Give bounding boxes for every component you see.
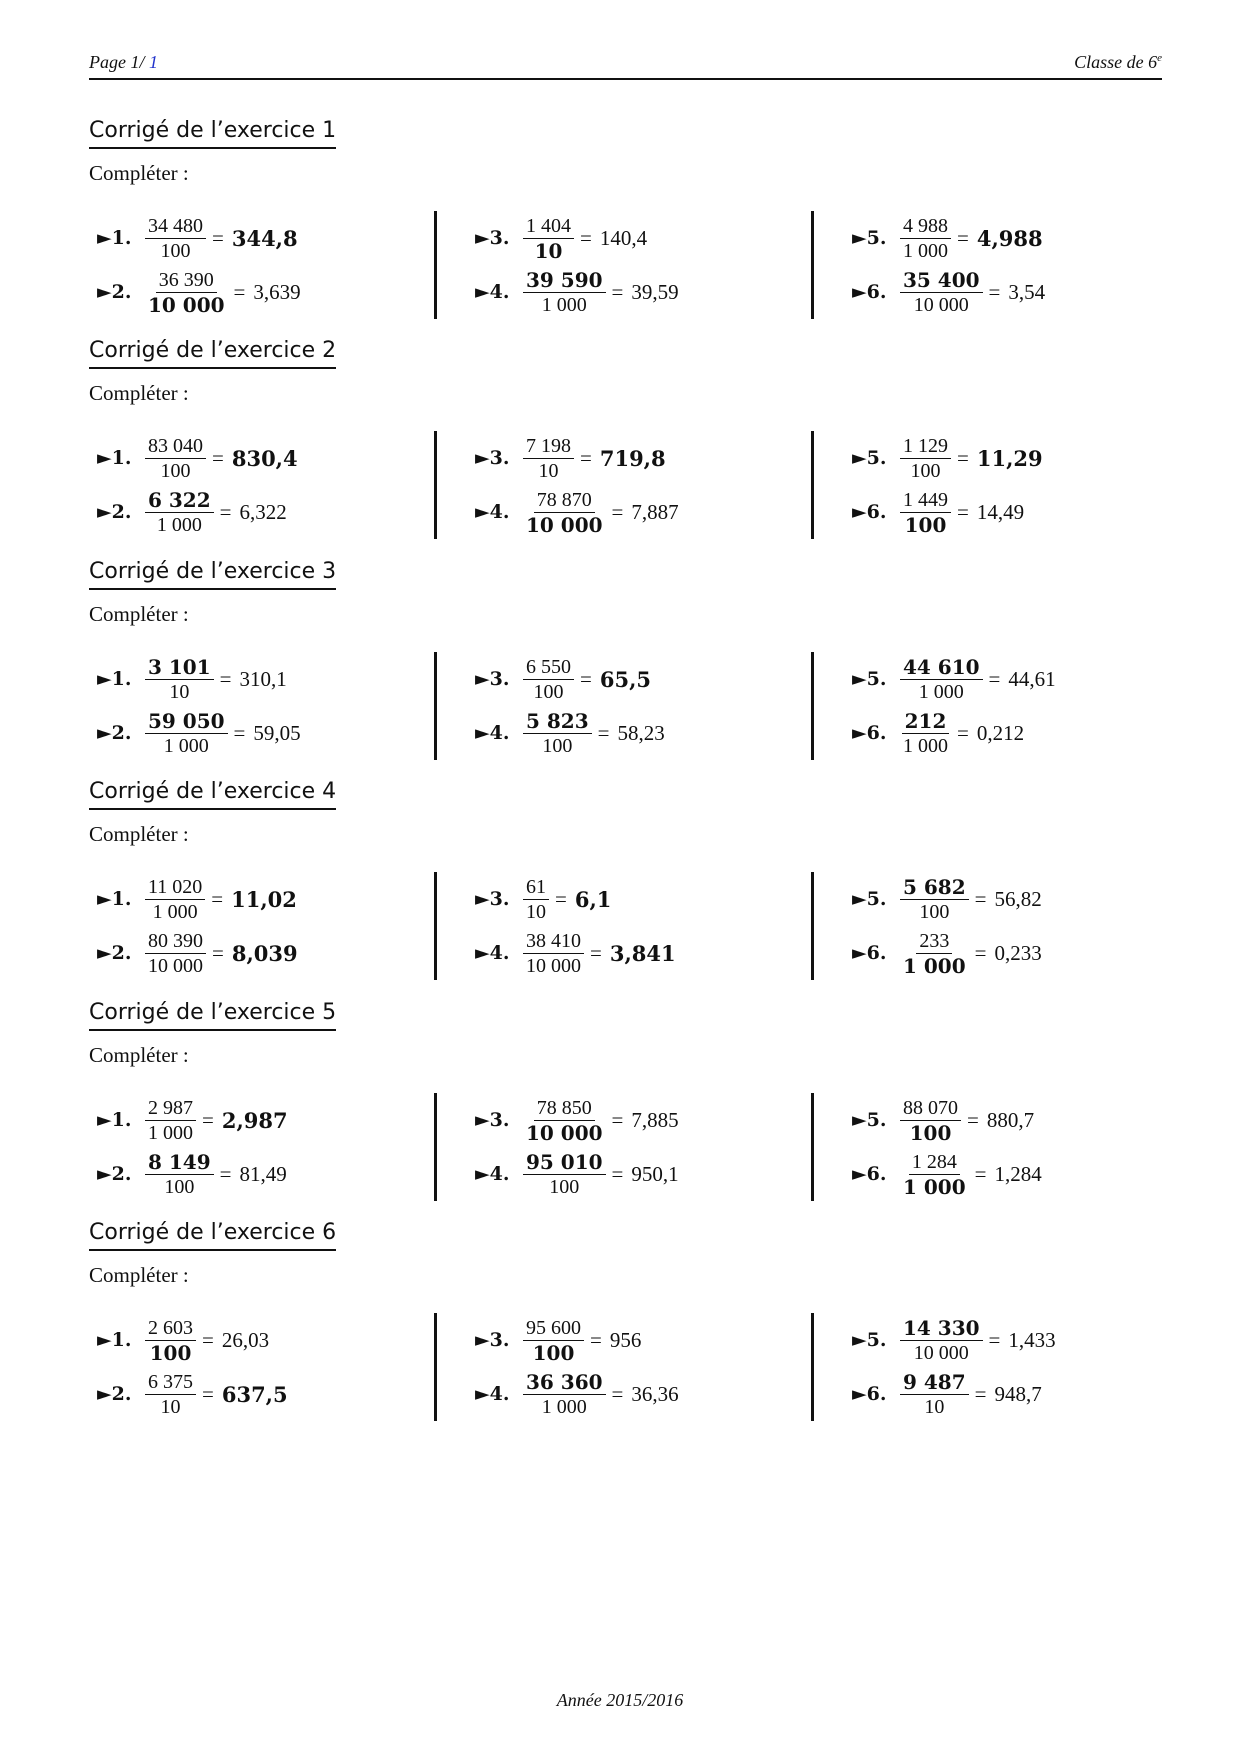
result-value: 830,4 — [231, 445, 298, 471]
equals-sign: = — [219, 666, 232, 691]
numerator: 5 823 — [523, 709, 592, 734]
question-item — [89, 431, 409, 485]
question-marker: ►1. — [97, 1109, 132, 1131]
question-marker: ►6. — [852, 501, 887, 523]
question-marker: ►3. — [475, 447, 510, 469]
question-marker: ►5. — [852, 227, 887, 249]
denominator: 10 — [924, 1395, 945, 1418]
question-marker: ►1. — [97, 447, 132, 469]
result-value: 36,36 — [631, 1381, 679, 1406]
question-item — [89, 485, 409, 539]
question-marker: ►5. — [852, 888, 887, 910]
denominator: 100 — [160, 239, 191, 262]
question-item — [844, 1367, 1164, 1421]
numerator: 8 149 — [145, 1150, 214, 1175]
denominator: 1 000 — [903, 734, 948, 757]
question-item — [467, 431, 787, 485]
question-marker: ►1. — [97, 888, 132, 910]
class-text: Classe de 6 — [1074, 52, 1158, 72]
equals-sign: = — [957, 720, 969, 745]
result-value: 0,212 — [976, 720, 1025, 745]
equals-sign: = — [580, 225, 592, 250]
result-value: 11,02 — [231, 886, 297, 912]
numerator: 7 198 — [523, 434, 574, 459]
equals-sign: = — [611, 1107, 624, 1132]
denominator: 1 000 — [903, 953, 966, 978]
question-marker: ►5. — [852, 1329, 887, 1351]
denominator: 1 000 — [148, 1121, 193, 1144]
equals-sign: = — [590, 940, 602, 965]
question-marker: ►2. — [97, 722, 132, 744]
equals-sign: = — [212, 445, 224, 470]
fraction — [900, 929, 969, 978]
numerator: 83 040 — [145, 434, 206, 459]
numerator: 2 603 — [145, 1316, 196, 1341]
question-item — [844, 485, 1164, 539]
question-item — [467, 1313, 787, 1367]
denominator: 10 000 — [913, 1341, 969, 1364]
equals-sign: = — [957, 499, 969, 524]
numerator: 95 010 — [523, 1150, 606, 1175]
question-marker: ►6. — [852, 1383, 887, 1405]
question-column — [811, 652, 1164, 760]
exercise-section — [89, 338, 1162, 558]
question-marker: ►2. — [97, 281, 132, 303]
fraction — [523, 1370, 606, 1419]
class-superscript: e — [1157, 52, 1162, 64]
question-item — [467, 485, 787, 539]
page-header — [89, 50, 1162, 80]
fraction — [523, 214, 574, 263]
question-marker: ►4. — [475, 942, 510, 964]
question-column — [434, 872, 787, 980]
numerator: 34 480 — [145, 214, 206, 239]
fraction — [523, 1096, 606, 1145]
denominator: 100 — [549, 1175, 580, 1198]
question-item — [844, 1147, 1164, 1201]
question-column — [434, 652, 787, 760]
denominator: 100 — [160, 459, 191, 482]
fraction — [900, 434, 951, 483]
numerator: 1 449 — [900, 488, 951, 513]
question-item — [89, 1313, 409, 1367]
equals-sign: = — [611, 1381, 624, 1406]
question-marker: ►6. — [852, 942, 887, 964]
fraction — [523, 875, 549, 924]
result-value: 719,8 — [599, 445, 666, 471]
question-marker: ►1. — [97, 668, 132, 690]
fraction — [145, 875, 205, 924]
numerator: 59 050 — [145, 709, 228, 734]
numerator: 4 988 — [900, 214, 951, 239]
question-item — [89, 652, 409, 706]
question-marker: ►2. — [97, 1383, 132, 1405]
page-total-link[interactable]: 1 — [149, 52, 158, 72]
result-value: 948,7 — [994, 1381, 1042, 1406]
question-marker: ►4. — [475, 501, 510, 523]
question-column — [89, 1093, 409, 1201]
numerator: 3 101 — [145, 655, 214, 680]
question-column — [89, 1313, 409, 1421]
denominator: 10 000 — [148, 954, 203, 977]
equals-sign: = — [974, 1161, 987, 1186]
equals-sign: = — [590, 1327, 602, 1352]
question-column — [811, 211, 1164, 319]
denominator: 1 000 — [163, 734, 209, 757]
numerator: 88 070 — [900, 1096, 961, 1121]
numerator: 212 — [902, 709, 950, 734]
fraction — [900, 655, 983, 704]
instruction-text: Compléter : — [89, 161, 189, 185]
question-item — [467, 872, 787, 926]
denominator: 1 000 — [541, 1395, 587, 1418]
denominator: 100 — [149, 1340, 192, 1365]
question-marker: ►3. — [475, 668, 510, 690]
numerator: 95 600 — [523, 1316, 584, 1341]
equals-sign: = — [974, 886, 987, 911]
question-item — [467, 652, 787, 706]
fraction — [523, 709, 592, 758]
result-value: 1,284 — [994, 1161, 1042, 1186]
numerator: 6 375 — [145, 1370, 196, 1395]
question-marker: ►3. — [475, 1109, 510, 1131]
question-column — [89, 431, 409, 539]
result-value: 1,433 — [1008, 1327, 1056, 1352]
question-item — [844, 431, 1164, 485]
question-marker: ►1. — [97, 227, 132, 249]
section-title: Corrigé de l’exercice 6 — [89, 1220, 336, 1251]
denominator: 1 000 — [918, 680, 964, 703]
question-marker: ►2. — [97, 501, 132, 523]
question-marker: ►1. — [97, 1329, 132, 1351]
denominator: 100 — [164, 1175, 195, 1198]
numerator: 1 129 — [900, 434, 951, 459]
result-value: 56,82 — [994, 886, 1042, 911]
denominator: 10 000 — [526, 954, 581, 977]
question-item — [89, 265, 409, 319]
exercise-section — [89, 1000, 1162, 1220]
fraction — [523, 929, 584, 978]
result-value: 39,59 — [631, 279, 679, 304]
fraction — [900, 1316, 983, 1365]
section-title: Corrigé de l’exercice 2 — [89, 338, 336, 369]
fraction — [900, 488, 951, 537]
numerator: 9 487 — [900, 1370, 969, 1395]
fraction — [523, 268, 606, 317]
question-marker: ►2. — [97, 1163, 132, 1185]
result-value: 81,49 — [239, 1161, 287, 1186]
numerator: 6 550 — [523, 655, 574, 680]
question-item — [89, 1367, 409, 1421]
equals-sign: = — [202, 1327, 214, 1352]
question-marker: ►5. — [852, 668, 887, 690]
result-value: 6,1 — [574, 886, 612, 912]
equals-sign: = — [219, 1161, 232, 1186]
result-value: 26,03 — [221, 1327, 270, 1352]
page-number — [89, 52, 158, 73]
result-value: 14,49 — [976, 499, 1025, 524]
fraction — [145, 1150, 214, 1199]
question-item — [844, 1093, 1164, 1147]
numerator: 44 610 — [900, 655, 983, 680]
equals-sign: = — [988, 666, 1001, 691]
equals-sign: = — [233, 279, 246, 304]
equals-sign: = — [233, 720, 246, 745]
numerator: 1 284 — [909, 1150, 960, 1175]
numerator: 36 360 — [523, 1370, 606, 1395]
question-marker: ►4. — [475, 1163, 510, 1185]
exercise-section — [89, 779, 1162, 999]
section-title: Corrigé de l’exercice 4 — [89, 779, 336, 810]
numerator: 39 590 — [523, 268, 606, 293]
question-column — [434, 1313, 787, 1421]
result-value: 3,639 — [253, 279, 301, 304]
result-value: 6,322 — [239, 499, 287, 524]
question-marker: ►6. — [852, 722, 887, 744]
result-value: 44,61 — [1008, 666, 1056, 691]
equals-sign: = — [988, 279, 1001, 304]
question-item — [844, 211, 1164, 265]
equals-sign: = — [212, 225, 224, 250]
denominator: 1 000 — [541, 293, 587, 316]
result-value: 310,1 — [239, 666, 287, 691]
instruction-text: Compléter : — [89, 602, 189, 626]
question-item — [467, 706, 787, 760]
class-label — [1074, 52, 1162, 73]
numerator: 38 410 — [523, 929, 584, 954]
question-marker: ►4. — [475, 281, 510, 303]
numerator: 11 020 — [145, 875, 205, 900]
result-value: 344,8 — [231, 225, 298, 251]
question-item — [844, 706, 1164, 760]
equals-sign: = — [212, 940, 224, 965]
fraction — [900, 709, 951, 758]
exercise-section — [89, 1220, 1162, 1440]
numerator: 35 400 — [900, 268, 983, 293]
numerator: 61 — [523, 875, 549, 900]
section-title: Corrigé de l’exercice 1 — [89, 118, 336, 149]
equals-sign: = — [202, 1107, 214, 1132]
equals-sign: = — [611, 499, 624, 524]
fraction — [145, 929, 206, 978]
equals-sign: = — [202, 1381, 214, 1406]
question-marker: ►6. — [852, 1163, 887, 1185]
fraction — [900, 875, 969, 924]
numerator: 2 987 — [145, 1096, 196, 1121]
numerator: 14 330 — [900, 1316, 983, 1341]
equals-sign: = — [988, 1327, 1001, 1352]
equals-sign: = — [974, 940, 987, 965]
question-marker: ►6. — [852, 281, 887, 303]
result-value: 956 — [609, 1327, 642, 1352]
question-column — [434, 1093, 787, 1201]
question-item — [844, 926, 1164, 980]
equals-sign: = — [974, 1381, 987, 1406]
fraction — [145, 488, 214, 537]
page-label: Page 1/ — [89, 52, 149, 72]
equals-sign: = — [597, 720, 610, 745]
instruction-text: Compléter : — [89, 381, 189, 405]
result-value: 950,1 — [631, 1161, 679, 1186]
fraction — [145, 268, 228, 317]
question-marker: ►4. — [475, 1383, 510, 1405]
question-column — [811, 431, 1164, 539]
numerator: 36 390 — [156, 268, 217, 293]
denominator: 100 — [919, 900, 950, 923]
denominator: 10 000 — [526, 1120, 603, 1145]
equals-sign: = — [957, 225, 969, 250]
numerator: 1 404 — [523, 214, 574, 239]
question-item — [467, 1367, 787, 1421]
instruction-text: Compléter : — [89, 822, 189, 846]
question-item — [467, 1093, 787, 1147]
numerator: 78 870 — [534, 488, 595, 513]
question-item — [467, 265, 787, 319]
denominator: 1 000 — [152, 900, 198, 923]
denominator: 1 000 — [903, 1174, 966, 1199]
denominator: 10 — [526, 900, 546, 923]
question-item — [89, 211, 409, 265]
fraction — [900, 268, 983, 317]
denominator: 10 000 — [148, 292, 225, 317]
result-value: 140,4 — [599, 225, 648, 250]
question-marker: ►2. — [97, 942, 132, 964]
result-value: 637,5 — [221, 1381, 288, 1407]
denominator: 1 000 — [156, 513, 202, 536]
fraction — [523, 655, 574, 704]
question-column — [89, 872, 409, 980]
question-column — [89, 652, 409, 760]
exercise-section — [89, 559, 1162, 779]
equals-sign: = — [211, 886, 224, 911]
fraction — [145, 214, 206, 263]
fraction — [145, 655, 214, 704]
exercise-section — [89, 118, 1162, 338]
equals-sign: = — [611, 279, 624, 304]
question-item — [89, 1147, 409, 1201]
fraction — [145, 434, 206, 483]
fraction — [523, 488, 606, 537]
denominator: 10 000 — [526, 512, 603, 537]
section-title: Corrigé de l’exercice 3 — [89, 559, 336, 590]
fraction — [900, 1150, 969, 1199]
result-value: 4,988 — [976, 225, 1043, 251]
question-item — [467, 926, 787, 980]
denominator: 10 — [160, 1395, 181, 1418]
equals-sign: = — [555, 886, 567, 911]
fraction — [523, 1316, 584, 1365]
equals-sign: = — [580, 445, 592, 470]
question-item — [467, 211, 787, 265]
fraction — [145, 1096, 196, 1145]
denominator: 100 — [542, 734, 573, 757]
equals-sign: = — [967, 1107, 979, 1132]
question-marker: ►3. — [475, 1329, 510, 1351]
equals-sign: = — [957, 445, 969, 470]
fraction — [523, 1150, 606, 1199]
denominator: 10 — [534, 238, 563, 263]
question-item — [844, 652, 1164, 706]
instruction-text: Compléter : — [89, 1043, 189, 1067]
denominator: 10 — [169, 680, 190, 703]
equals-sign: = — [219, 499, 232, 524]
numerator: 80 390 — [145, 929, 206, 954]
section-title: Corrigé de l’exercice 5 — [89, 1000, 336, 1031]
question-item — [844, 265, 1164, 319]
question-column — [811, 1313, 1164, 1421]
question-item — [89, 872, 409, 926]
result-value: 2,987 — [221, 1107, 288, 1133]
question-item — [844, 1313, 1164, 1367]
result-value: 3,54 — [1008, 279, 1046, 304]
fraction — [145, 709, 228, 758]
result-value: 880,7 — [986, 1107, 1035, 1132]
denominator: 100 — [532, 1340, 575, 1365]
numerator: 233 — [916, 929, 952, 954]
equals-sign: = — [580, 666, 592, 691]
result-value: 7,885 — [631, 1107, 679, 1132]
result-value: 59,05 — [253, 720, 301, 745]
question-item — [89, 926, 409, 980]
question-marker: ►3. — [475, 888, 510, 910]
fraction — [900, 214, 951, 263]
question-column — [811, 1093, 1164, 1201]
fraction — [145, 1316, 196, 1365]
numerator: 5 682 — [900, 875, 969, 900]
question-marker: ►3. — [475, 227, 510, 249]
result-value: 8,039 — [231, 940, 298, 966]
page-footer: Année 2015/2016 — [556, 1690, 684, 1710]
question-column — [434, 211, 787, 319]
denominator: 10 000 — [913, 293, 969, 316]
numerator: 78 850 — [534, 1096, 595, 1121]
result-value: 58,23 — [617, 720, 665, 745]
denominator: 10 — [538, 459, 559, 482]
result-value: 3,841 — [609, 940, 676, 966]
denominator: 100 — [909, 1120, 952, 1145]
result-value: 7,887 — [631, 499, 679, 524]
fraction — [145, 1370, 196, 1419]
question-item — [89, 1093, 409, 1147]
fraction — [523, 434, 574, 483]
denominator: 100 — [910, 459, 941, 482]
denominator: 100 — [533, 680, 564, 703]
equals-sign: = — [611, 1161, 624, 1186]
question-marker: ►4. — [475, 722, 510, 744]
question-item — [844, 872, 1164, 926]
denominator: 1 000 — [903, 239, 948, 262]
result-value: 65,5 — [599, 666, 651, 692]
question-marker: ►5. — [852, 1109, 887, 1131]
question-column — [89, 211, 409, 319]
result-value: 11,29 — [976, 445, 1043, 471]
denominator: 100 — [904, 512, 947, 537]
question-column — [811, 872, 1164, 980]
question-item — [467, 1147, 787, 1201]
fraction — [900, 1370, 969, 1419]
numerator: 6 322 — [145, 488, 214, 513]
question-item — [89, 706, 409, 760]
question-marker: ►5. — [852, 447, 887, 469]
fraction — [900, 1096, 961, 1145]
instruction-text: Compléter : — [89, 1263, 189, 1287]
result-value: 0,233 — [994, 940, 1042, 965]
question-column — [434, 431, 787, 539]
